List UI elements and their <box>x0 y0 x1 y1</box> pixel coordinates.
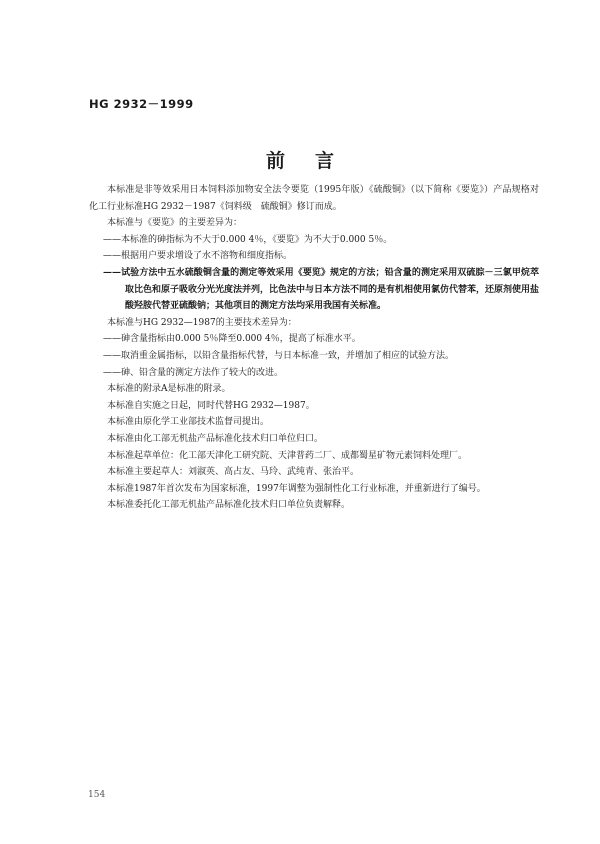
list-item: ——砷含量指标由0.000 5％降至0.000 4％，提高了标准水平。 <box>103 334 361 345</box>
paragraph: 本标准是非等效采用日本饲料添加物安全法令要览（1995年版）《硫酸铜》（以下简称《要览》）产品规格对化工行业标准HG 2932－1987《饲料级 硫酸铜》修订而成。 <box>89 185 539 212</box>
list-item: ——砷、铅含量的测定方法作了较大的改进。 <box>103 367 284 378</box>
list-item: ——取消重金属指标，以铅含量指标代替，与日本标准一致，并增加了相应的试验方法。 <box>103 350 455 361</box>
page-title: 前言 <box>265 150 364 172</box>
paragraph: 本标准由原化学工业部技术监督司提出。 <box>107 417 270 428</box>
paragraph: 本标准起草单位：化工部天津化工研究院、天津普药二厂、成都蜀星矿物元素饲料处理厂。 <box>107 450 468 461</box>
standard-code: HG 2932－1999 <box>89 97 194 111</box>
paragraph: 本标准与《要览》的主要差异为： <box>107 218 243 229</box>
list-item: ——本标准的砷指标为不大于0.000 4％，《要览》为不大于0.000 5％。 <box>103 234 393 245</box>
paragraph: 本标准委托化工部无机盐产品标准化技术归口单位负责解释。 <box>107 500 351 511</box>
paragraph: 本标准的附录A是标准的附录。 <box>107 384 231 395</box>
page-number: 154 <box>88 790 106 800</box>
paragraph: 本标准主要起草人：刘淑英、高占友、马玲、武纯青、张治平。 <box>107 467 360 478</box>
foreword-body <box>89 182 539 514</box>
list-item: ——试验方法中五水硫酸铜含量的测定等效采用《要览》规定的方法；铅含量的测定采用双硫腙－三氯甲烷萃取比色和原子吸收分光光度法并列，比色法中与日本方法不同的是有机相使用氯仿代替苯，还原剂使用盐酸羟胺代替亚硫酸钠；其他项目的测定方法均采用我国有关标准。 <box>103 267 540 312</box>
paragraph: 本标准1987年首次发布为国家标准，1997年调整为强制性化工行业标准，并重新进行了编号。 <box>107 483 486 494</box>
paragraph: 本标准与HG 2932—1987的主要技术差异为： <box>107 317 297 328</box>
paragraph: 本标准自实施之日起，同时代替HG 2932—1987。 <box>107 400 315 411</box>
list-item: ——根据用户要求增设了水不溶物和细度指标。 <box>103 251 293 262</box>
paragraph: 本标准由化工部无机盐产品标准化技术归口单位归口。 <box>107 433 324 444</box>
